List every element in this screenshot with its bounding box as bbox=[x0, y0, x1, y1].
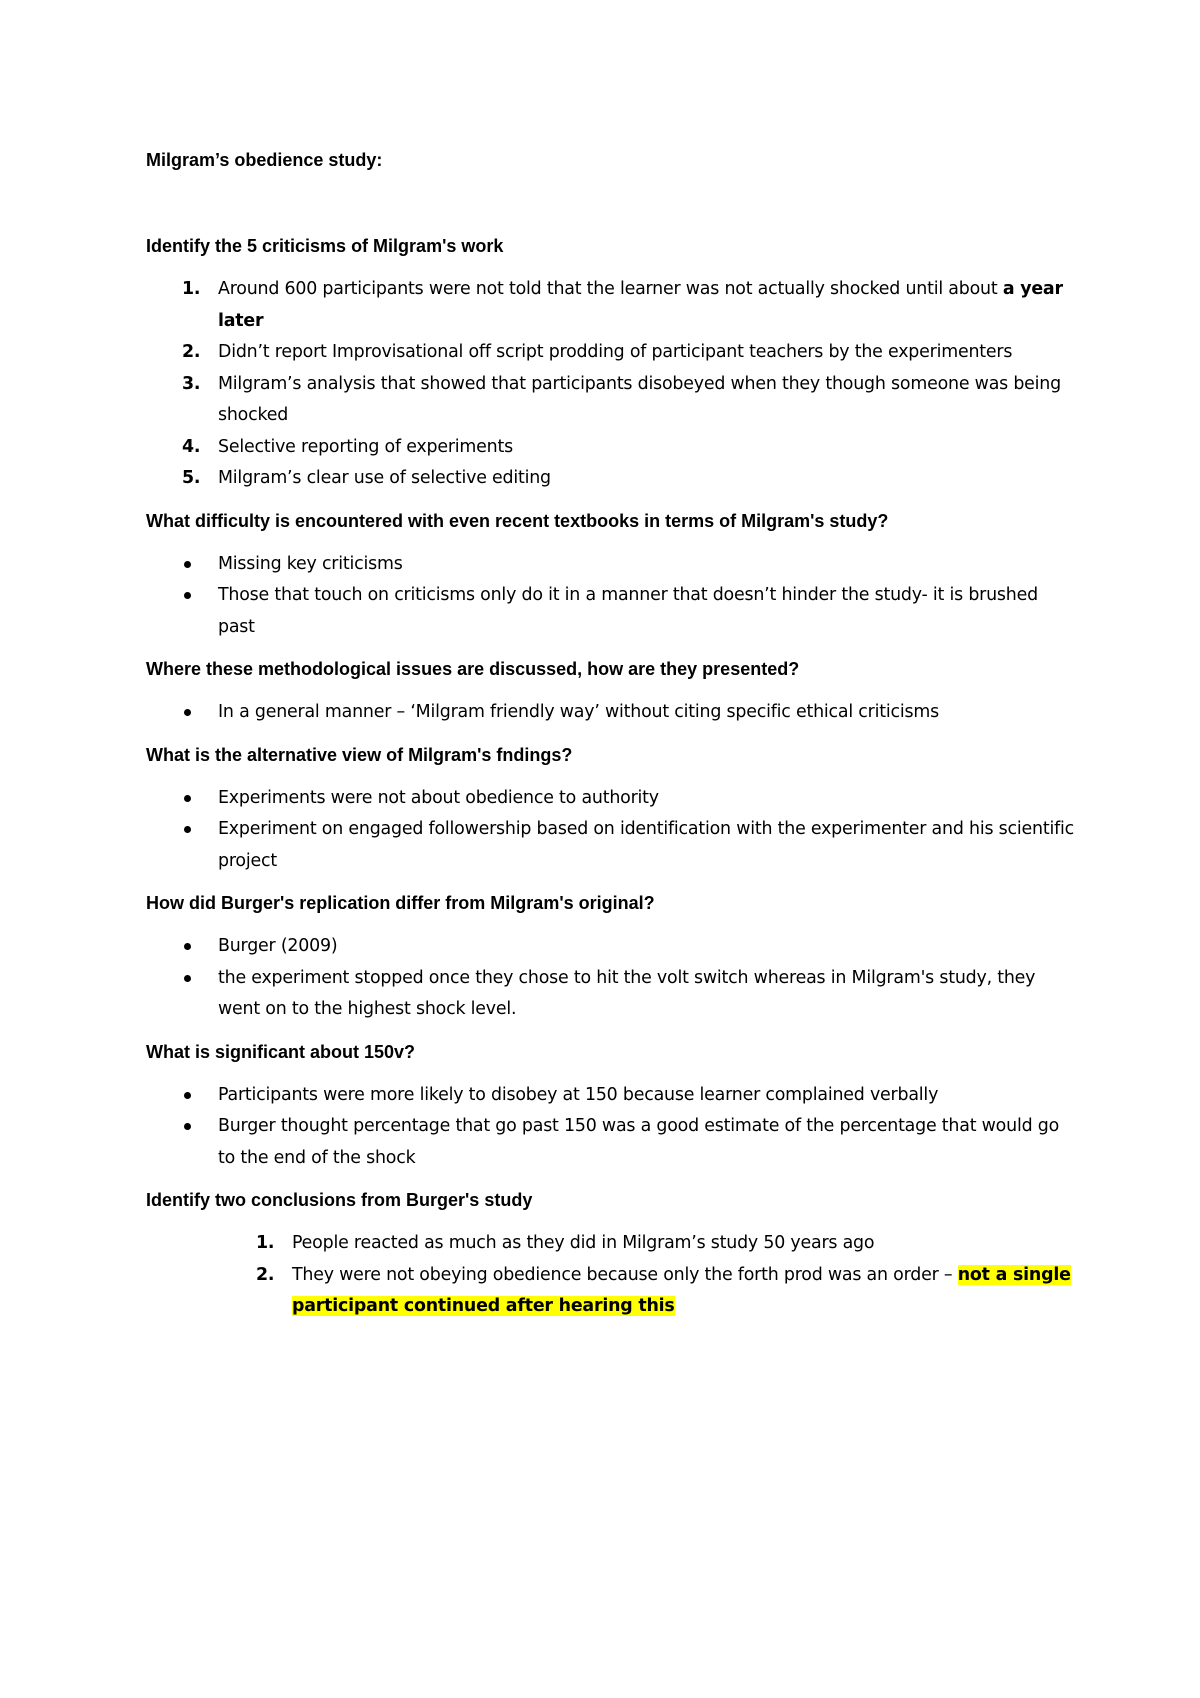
bullet-icon bbox=[184, 1123, 191, 1130]
bullet-icon bbox=[184, 592, 191, 599]
question-heading: What is the alternative view of Milgram's fndings? bbox=[146, 744, 573, 765]
list-item bbox=[146, 580, 1076, 643]
bullet-icon bbox=[184, 1092, 191, 1099]
question-heading: What is significant about 150v? bbox=[146, 1041, 416, 1062]
list-item bbox=[146, 463, 1076, 495]
list-item-text: Didn’t report Improvisational off script prodding of participant teachers by the experimenters bbox=[218, 342, 1013, 362]
list-item bbox=[146, 369, 1076, 432]
question-heading: Identify the 5 criticisms of Milgram's work bbox=[146, 236, 504, 256]
list-item-text: the experiment stopped once they chose to hit the volt switch whereas in Milgram's study, they went on to the highest shock level. bbox=[218, 967, 1036, 1019]
list-item-text: Those that touch on criticisms only do it in a manner that doesn’t hinder the study- it is brushed past bbox=[218, 585, 1038, 637]
list-number: 1. bbox=[256, 1233, 275, 1253]
question-heading: Where these methodological issues are discussed, how are they presented? bbox=[146, 659, 800, 679]
bullet-icon bbox=[184, 709, 191, 716]
list-number: 1. bbox=[182, 279, 201, 299]
bullet-icon bbox=[184, 826, 191, 833]
list-item-text: Around 600 participants were not told that the learner was not actually shocked until about bbox=[218, 279, 998, 299]
bullet-icon bbox=[184, 561, 191, 568]
bullet-icon bbox=[184, 975, 191, 982]
list-item bbox=[146, 432, 1076, 464]
list-item bbox=[146, 963, 1076, 1026]
list-number: 2. bbox=[256, 1264, 275, 1285]
list-item-bold-text: a year later bbox=[218, 279, 1063, 331]
list-item-text: Selective reporting of experiments bbox=[218, 436, 513, 457]
document-title: Milgram’s obedience study: bbox=[146, 150, 383, 170]
list-item bbox=[146, 783, 1076, 815]
conclusions-list bbox=[146, 1228, 1076, 1323]
list-number: 2. bbox=[182, 342, 201, 362]
question-heading: What difficulty is encountered with even recent textbooks in terms of Milgram's study? bbox=[146, 510, 889, 531]
bullet-icon bbox=[184, 795, 191, 802]
list-item bbox=[146, 814, 1076, 877]
list-item-text: Missing key criticisms bbox=[218, 553, 403, 574]
list-item bbox=[146, 274, 1076, 337]
list-item bbox=[146, 1080, 1076, 1112]
list-item bbox=[146, 1228, 1076, 1260]
list-item-text: In a general manner – ‘Milgram friendly way’ without citing specific ethical criticisms bbox=[218, 702, 939, 722]
bullet-list bbox=[146, 783, 1076, 878]
list-item bbox=[146, 697, 1076, 729]
list-item bbox=[146, 1260, 1076, 1323]
bullet-list bbox=[146, 549, 1076, 644]
list-item-text: They were not obeying obedience because only the forth prod was an order – bbox=[292, 1264, 958, 1285]
list-item-text: Burger (2009) bbox=[218, 936, 338, 956]
document-content bbox=[146, 144, 1076, 1323]
list-number: 5. bbox=[182, 468, 201, 488]
list-item-text: People reacted as much as they did in Milgram’s study 50 years ago bbox=[292, 1233, 875, 1253]
bullet-icon bbox=[184, 943, 191, 950]
list-item-text: Experiment on engaged followership based on identification with the experimenter and his scientific project bbox=[218, 819, 1074, 871]
question-heading: Identify two conclusions from Burger's study bbox=[146, 1190, 533, 1210]
bullet-list bbox=[146, 931, 1076, 1026]
list-item-text: Experiments were not about obedience to authority bbox=[218, 787, 659, 808]
question-heading: How did Burger's replication differ from Milgram's original? bbox=[146, 893, 655, 913]
list-number: 3. bbox=[182, 373, 201, 394]
highlighted-text: not a single participant continued after hearing this bbox=[292, 1264, 1071, 1316]
list-item bbox=[146, 337, 1076, 369]
list-item-text: Milgram’s analysis that showed that participants disobeyed when they though someone was being shocked bbox=[218, 373, 1061, 425]
list-item bbox=[146, 931, 1076, 963]
bullet-list bbox=[146, 697, 1076, 729]
bullet-list bbox=[146, 1080, 1076, 1175]
list-item bbox=[146, 1111, 1076, 1174]
list-item-text: Burger thought percentage that go past 150 was a good estimate of the percentage that would go to the end of the shock bbox=[218, 1116, 1060, 1168]
list-number: 4. bbox=[182, 436, 201, 457]
list-item-text: Milgram’s clear use of selective editing bbox=[218, 468, 551, 488]
list-item bbox=[146, 549, 1076, 581]
criticisms-list bbox=[146, 274, 1076, 495]
list-item-text: Participants were more likely to disobey at 150 because learner complained verbally bbox=[218, 1084, 939, 1105]
